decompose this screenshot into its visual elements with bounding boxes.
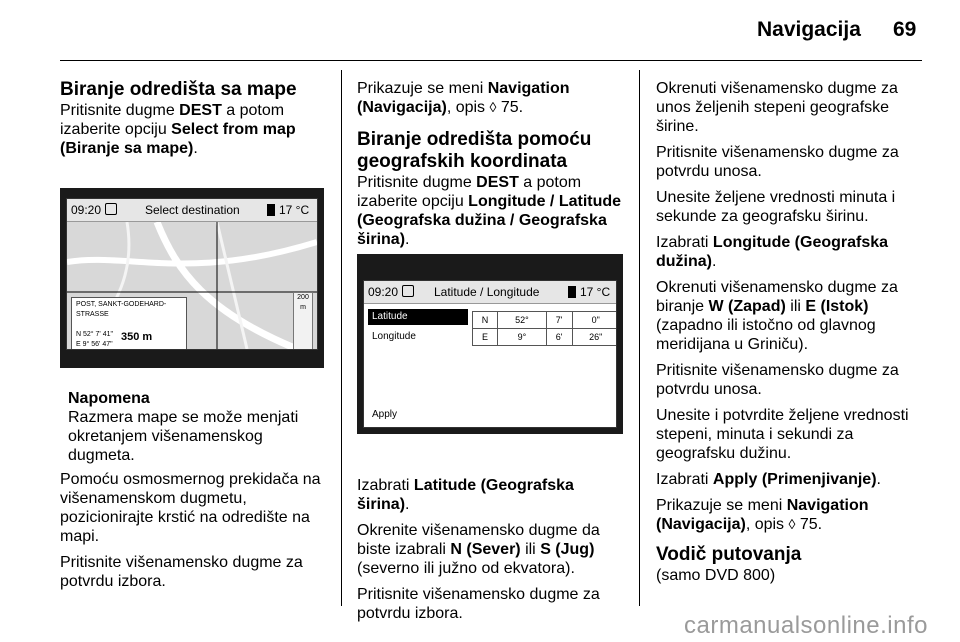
screen-title: Latitude / Longitude — [434, 285, 540, 299]
paragraph: Unesite željene vrednosti minuta i sekunde za geografsku širinu. — [656, 189, 896, 225]
watermark: carmanualsonline.info — [684, 612, 928, 639]
map-scale: 350 m — [117, 331, 156, 343]
coordinate-menu — [368, 309, 468, 423]
column-divider-2 — [639, 70, 640, 606]
section-heading-map: Biranje odredišta sa mape — [60, 79, 297, 100]
page-header — [0, 0, 960, 60]
column-3 — [656, 79, 918, 592]
note-text: Razmera mape se može menjati okretanjem višenamenskog dugmeta. — [68, 409, 299, 464]
page-number: 69 — [893, 18, 917, 41]
paragraph: Pritisnite višenamensko dugme za potvrdu izbora. — [357, 586, 600, 622]
clock-text: 09:20 — [71, 203, 102, 217]
paragraph: Okrenuti višenamensko dugme za biranje W (Zapad) ili E (Istok) (zapadno ili istočno od glavnog meridijana u Griniču). — [656, 279, 898, 353]
menu-item-latitude[interactable]: Latitude — [368, 309, 468, 325]
coordinates-screenshot — [357, 254, 623, 434]
clock-text: 09:20 — [368, 285, 399, 299]
column-2-lower — [357, 476, 629, 630]
paragraph: Izabrati Apply (Primenjivanje). — [656, 471, 881, 488]
paragraph: Okrenuti višenamensko dugme za unos željenih stepeni geografske širine. — [656, 80, 898, 135]
note-box — [68, 389, 330, 472]
temperature-text: 17 °C — [279, 203, 310, 217]
header-rule — [60, 60, 922, 61]
paragraph: Prikazuje se meni Navigation (Navigacija), opis ◊ 75. — [357, 80, 570, 116]
screen-status-bar — [67, 199, 317, 222]
screen-status-bar — [364, 281, 616, 304]
paragraph: Pritisnite višenamensko dugme za potvrdu unosa. — [656, 144, 899, 180]
column-1 — [60, 79, 330, 165]
paragraph: Pritisnite dugme DEST a potom izaberite opciju Longitude / Latitude (Geografska dužina / Geografska širina). — [357, 174, 622, 248]
display-screen — [66, 198, 318, 350]
clock-icon — [402, 285, 414, 299]
thermometer-icon — [568, 285, 576, 299]
header-title: Navigacija — [757, 18, 861, 41]
paragraph: Okrenite višenamensko dugme da biste izabrali N (Sever) ili S (Jug) (severno ili južno od ekvatora). — [357, 522, 600, 577]
table-row: N 52° 7' 0" — [473, 312, 618, 329]
section-heading-travel-guide: Vodič putovanja — [656, 544, 802, 565]
paragraph: Pomoću osmosmernog prekidača na višenamenskom dugmetu, pozicionirajte krstić na odredište na mapi. — [60, 471, 321, 545]
paragraph: Unesite i potvrdite željene vrednosti stepeni, minuta i sekundi za geografsku dužinu. — [656, 407, 909, 462]
column-divider-1 — [341, 70, 342, 606]
map-screenshot — [60, 188, 324, 368]
display-screen — [363, 280, 617, 428]
coordinate-grid — [472, 311, 617, 346]
paragraph: Prikazuje se meni Navigation (Navigacija), opis ◊ 75. — [656, 497, 869, 533]
zoom-indicator: 200 m — [293, 292, 313, 350]
paragraph: Izabrati Longitude (Geografska dužina). — [656, 234, 889, 270]
section-heading-coordinates: Biranje odredišta pomoću geografskih koordinata — [357, 129, 592, 172]
subheading-note: (samo DVD 800) — [656, 567, 776, 584]
temperature-text: 17 °C — [580, 285, 611, 299]
paragraph: Pritisnite višenamensko dugme za potvrdu unosa. — [656, 362, 899, 398]
thermometer-icon — [267, 203, 275, 217]
paragraph: Izabrati Latitude (Geografska širina). — [357, 477, 574, 513]
column-2 — [357, 79, 627, 256]
clock-icon — [105, 203, 117, 217]
menu-item-apply[interactable]: Apply — [372, 409, 398, 420]
map-area — [67, 222, 317, 349]
note-title: Napomena — [68, 390, 150, 407]
screen-title: Select destination — [145, 203, 240, 217]
paragraph: Pritisnite višenamensko dugme za potvrdu izbora. — [60, 554, 303, 590]
location-info-box: POST, SANKT-GODEHARD-STRASSE N 52° 7' 41" E 9° 56' 47" — [71, 297, 187, 350]
paragraph: Pritisnite dugme DEST a potom izaberite opciju Select from map (Biranje sa mape). — [60, 102, 296, 157]
table-row: E 9° 6' 26" — [473, 329, 618, 346]
column-1-lower — [60, 470, 330, 598]
menu-item-longitude[interactable]: Longitude — [372, 331, 416, 342]
